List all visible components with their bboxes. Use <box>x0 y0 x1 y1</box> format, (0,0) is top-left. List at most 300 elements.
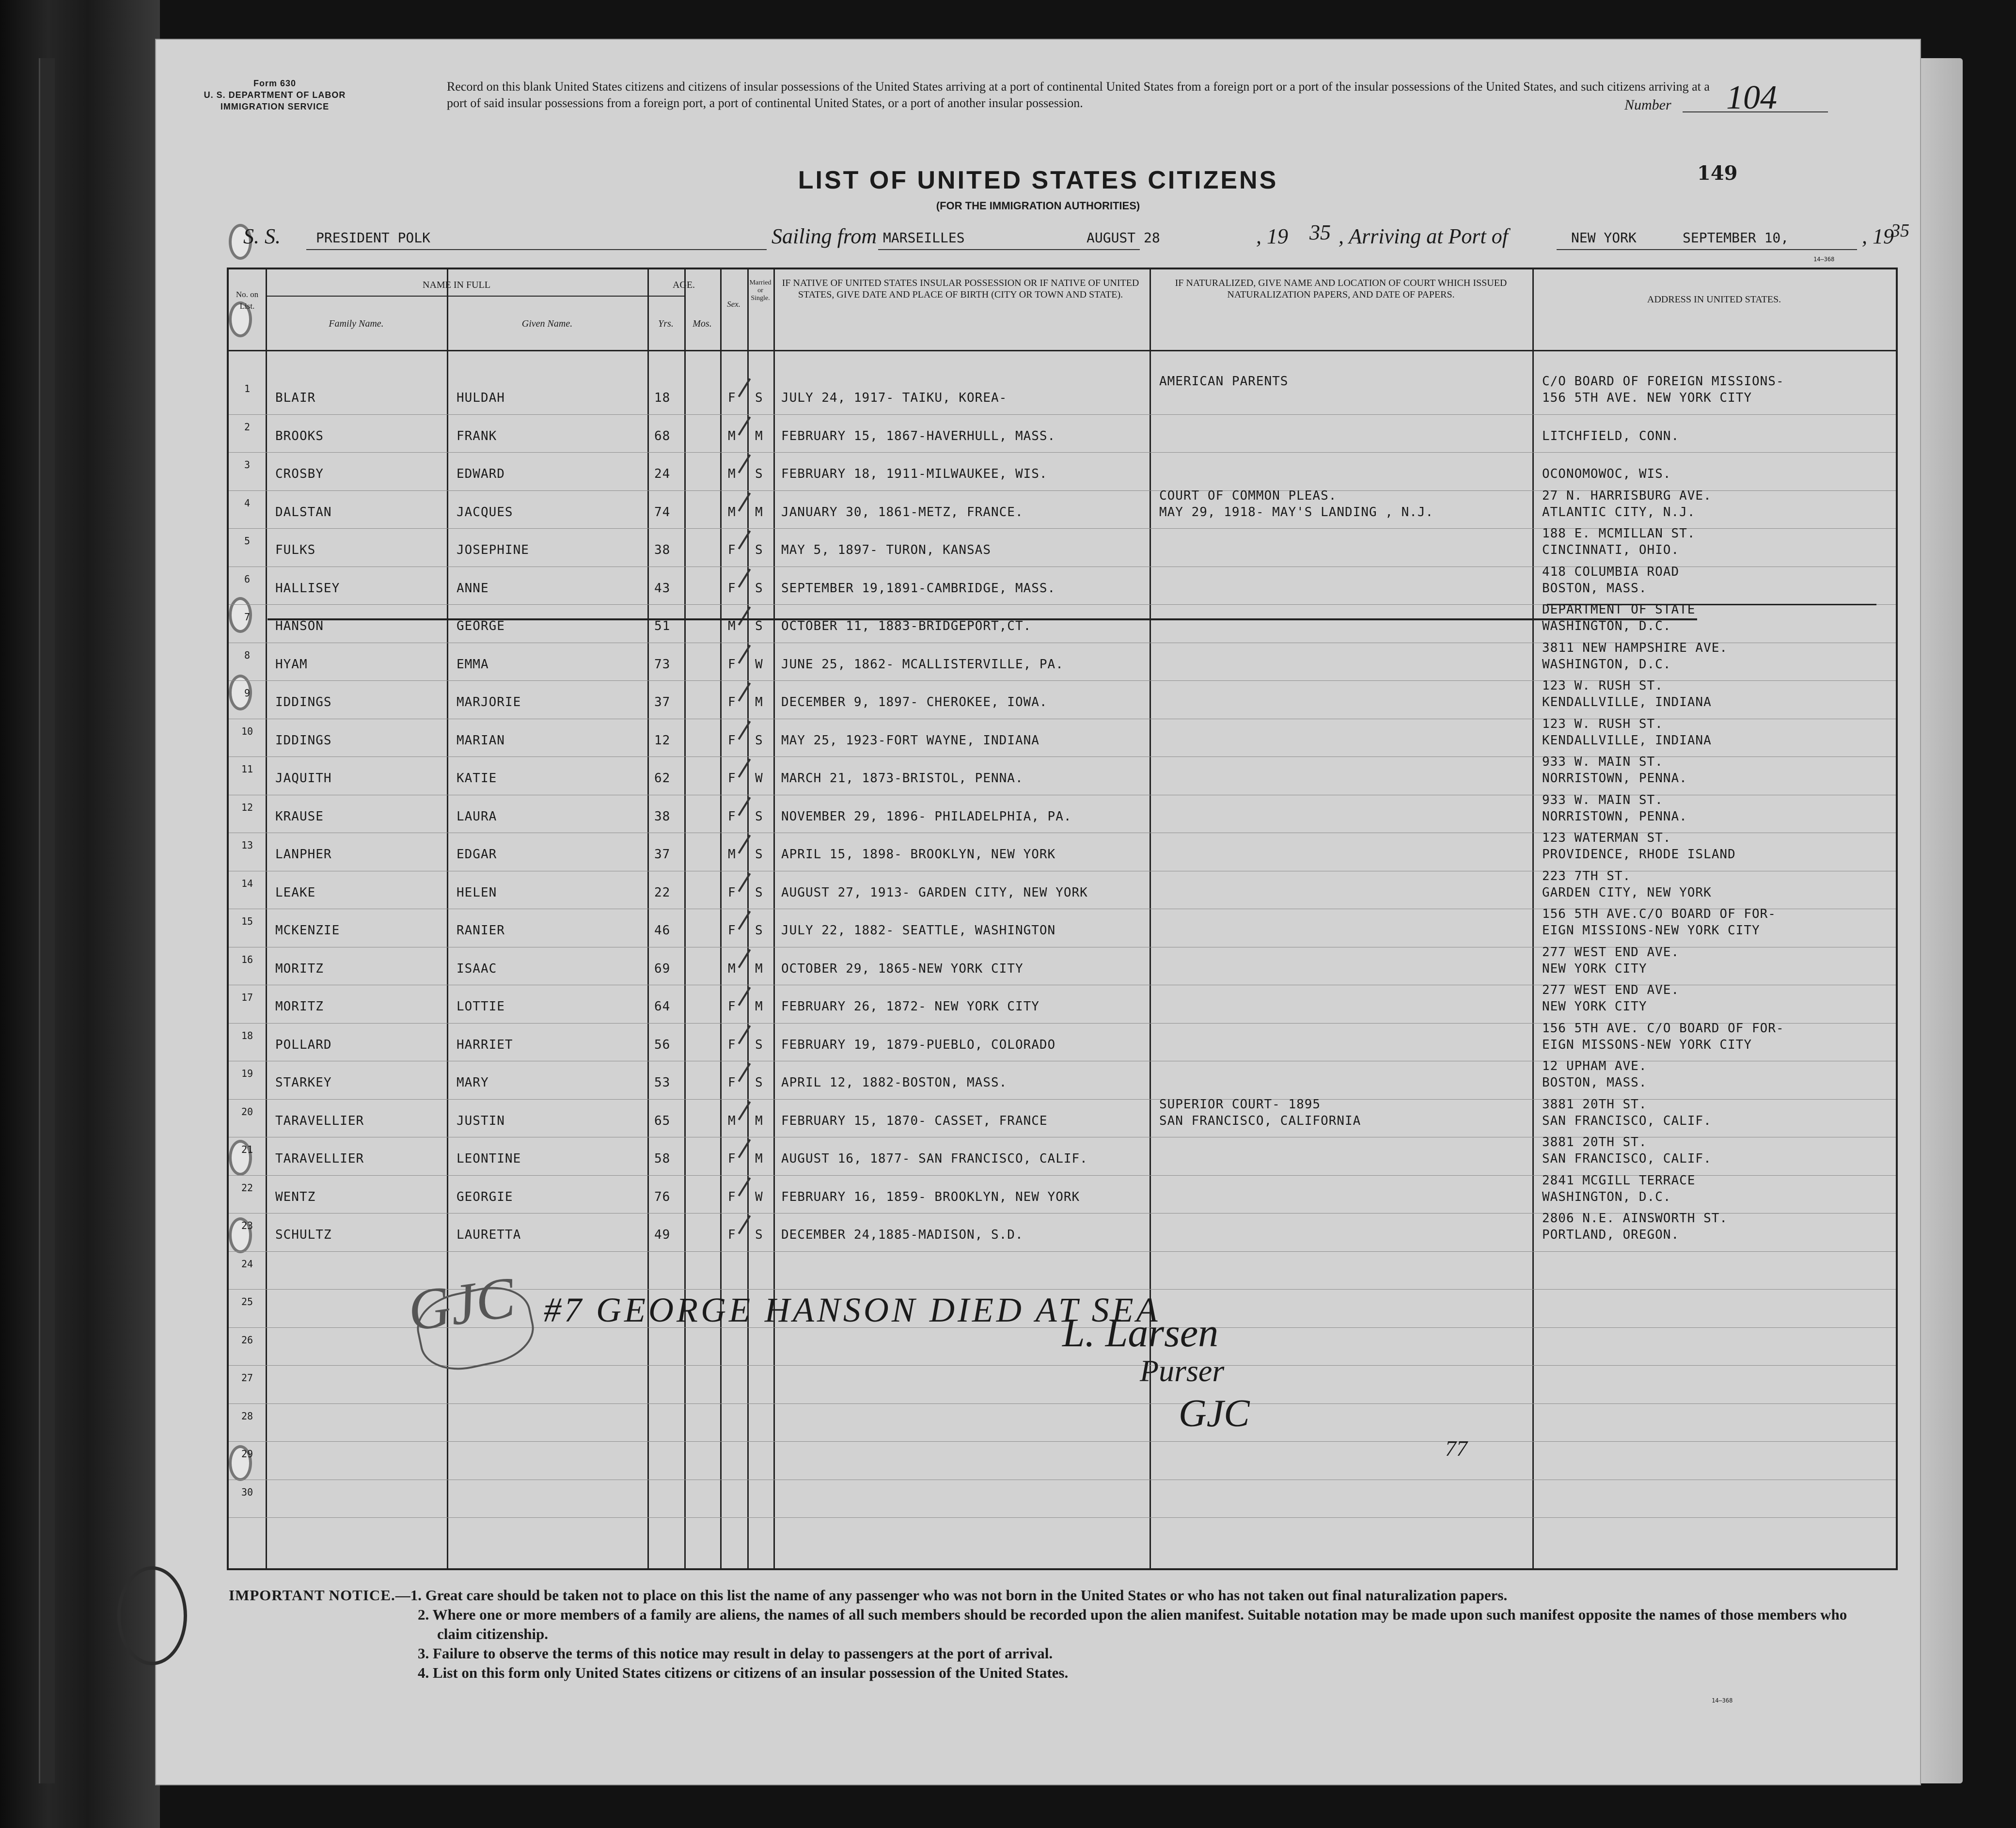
marital-status: S <box>755 1075 763 1090</box>
marital-status: S <box>755 885 763 900</box>
check-mark <box>738 873 751 892</box>
family-name: LANPHER <box>275 847 332 862</box>
binder-background <box>0 0 160 1828</box>
address-line-2: EIGN MISSONS-NEW YORK CITY <box>1542 1037 1752 1052</box>
birth-date-place: JUNE 25, 1862- MCALLISTERVILLE, PA. <box>781 657 1064 672</box>
age-years: 62 <box>654 771 671 786</box>
age-years: 24 <box>654 467 671 481</box>
address-line-2: CINCINNATI, OHIO. <box>1542 543 1680 557</box>
given-name: KATIE <box>457 771 497 786</box>
address-line-2: SAN FRANCISCO, CALIF. <box>1542 1151 1712 1166</box>
naturalization: COURT OF COMMON PLEAS. <box>1159 488 1337 503</box>
family-name: IDDINGS <box>275 695 332 709</box>
header-no-on-list: No. on List. <box>236 290 259 311</box>
family-name: HYAM <box>275 657 308 672</box>
given-name: JUSTIN <box>457 1113 505 1128</box>
family-name: BLAIR <box>275 391 316 405</box>
given-name: JACQUES <box>457 504 513 520</box>
sex: F <box>728 1037 736 1052</box>
address-line-1: 2841 MCGILL TERRACE <box>1542 1173 1696 1188</box>
given-name: EDGAR <box>457 847 497 862</box>
birth-date-place: MAY 25, 1923-FORT WAYNE, INDIANA <box>781 733 1040 748</box>
row-number: 3 <box>244 459 251 471</box>
birth-date-place: DECEMBER 9, 1897- CHEROKEE, IOWA. <box>781 695 1048 709</box>
sex: M <box>728 1113 736 1128</box>
address-line-1: 12 UPHAM AVE. <box>1542 1059 1647 1073</box>
marital-status: M <box>755 961 763 976</box>
address-line-2: KENDALLVILLE, INDIANA <box>1542 733 1712 748</box>
sex: F <box>728 1228 736 1242</box>
arrive-date: SEPTEMBER 10, <box>1683 230 1789 246</box>
given-name: RANIER <box>457 923 505 938</box>
sex: M <box>728 504 736 520</box>
arrive-year-prefix: , 19 <box>1862 224 1894 248</box>
address-line-1: DEPARTMENT OF STATE <box>1542 602 1696 617</box>
marital-status: W <box>755 657 763 672</box>
row-number: 26 <box>241 1334 253 1346</box>
address-line-1: 3881 20TH ST. <box>1542 1097 1647 1112</box>
row-number: 9 <box>244 687 251 699</box>
family-name: BROOKS <box>275 428 324 443</box>
address-line-2: NORRISTOWN, PENNA. <box>1542 809 1687 824</box>
sex: F <box>728 1189 736 1204</box>
given-name: HULDAH <box>457 391 505 405</box>
birth-date-place: JANUARY 30, 1861-METZ, FRANCE. <box>781 504 1024 520</box>
form-identifier <box>195 78 355 112</box>
family-name: KRAUSE <box>275 809 324 824</box>
row-rule <box>229 452 1896 453</box>
address-line-2: GARDEN CITY, NEW YORK <box>1542 885 1712 900</box>
address-line-1: 2806 N.E. AINSWORTH ST. <box>1542 1211 1728 1226</box>
row-number: 7 <box>244 611 251 623</box>
department-name: U. S. DEPARTMENT OF LABOR <box>204 90 346 100</box>
address-line-1: 123 WATERMAN ST. <box>1542 831 1671 845</box>
check-mark <box>738 645 751 663</box>
arriving-label: , Arriving at Port of <box>1339 224 1508 248</box>
row-number: 18 <box>241 1029 253 1041</box>
passenger-table <box>227 268 1898 1570</box>
address-line-1: C/O BOARD OF FOREIGN MISSIONS- <box>1542 374 1784 389</box>
marital-status: S <box>755 1228 763 1242</box>
marital-status: S <box>755 619 763 633</box>
address-line-2: KENDALLVILLE, INDIANA <box>1542 695 1712 709</box>
age-years: 49 <box>654 1228 671 1242</box>
age-years: 58 <box>654 1151 671 1166</box>
birth-date-place: NOVEMBER 29, 1896- PHILADELPHIA, PA. <box>781 809 1072 824</box>
col-divider <box>447 269 448 1568</box>
family-name: TARAVELLIER <box>275 1151 364 1166</box>
notice-item-2: 2. Where one or more members of a family are aliens, the names of all such members should be recorded upon the alien manifest. Suitable notation may be made upon such manifest opposite the names of those members who claim citizenship. <box>418 1606 1847 1642</box>
binder-ring <box>117 1566 187 1665</box>
check-mark <box>738 1101 751 1120</box>
address-line-2: PORTLAND, OREGON. <box>1542 1228 1680 1242</box>
check-mark <box>738 721 751 740</box>
address-line-2: NEW YORK CITY <box>1542 999 1647 1014</box>
address-line-2: WASHINGTON, D.C. <box>1542 657 1671 672</box>
family-name: JAQUITH <box>275 771 332 786</box>
address-line-2: WASHINGTON, D.C. <box>1542 619 1671 633</box>
row-rule <box>229 1517 1896 1518</box>
row-7-strikethrough <box>268 618 1697 620</box>
check-mark <box>738 454 751 473</box>
address-line-1: 27 N. HARRISBURG AVE. <box>1542 488 1712 503</box>
address-line-2: BOSTON, MASS. <box>1542 581 1647 596</box>
number-label: Number <box>1624 97 1671 113</box>
given-name: LEONTINE <box>457 1151 521 1166</box>
row-number: 20 <box>241 1105 253 1118</box>
sex: M <box>728 467 736 481</box>
official-initials: GJC <box>1179 1392 1250 1435</box>
row-number: 15 <box>241 915 253 927</box>
row-number: 10 <box>241 725 253 737</box>
given-name: LAURETTA <box>457 1228 521 1242</box>
address-line-2: SAN FRANCISCO, CALIF. <box>1542 1113 1712 1128</box>
marital-status: S <box>755 1037 763 1052</box>
header-given-name: Given Name. <box>521 318 573 329</box>
address-line-1: 223 7TH ST. <box>1542 868 1631 883</box>
birth-date-place: JULY 24, 1917- TAIKU, KOREA- <box>781 391 1008 405</box>
stamped-number: 149 <box>1697 162 1738 185</box>
naturalization: AMERICAN PARENTS <box>1159 374 1289 389</box>
address-line-2: NEW YORK CITY <box>1542 961 1647 976</box>
birth-date-place: MAY 5, 1897- TURON, KANSAS <box>781 543 991 557</box>
check-mark <box>738 1139 751 1158</box>
sex: F <box>728 999 736 1014</box>
ss-label: S. S. <box>243 224 281 248</box>
age-years: 22 <box>654 885 671 900</box>
sex: M <box>728 847 736 862</box>
arrive-underline <box>1557 249 1857 250</box>
col-divider <box>684 269 686 1568</box>
row-number: 11 <box>241 763 253 775</box>
check-mark <box>738 492 751 511</box>
address-line-2: OCONOMOWOC, WIS. <box>1542 467 1671 481</box>
row-number: 17 <box>241 992 253 1003</box>
sex: F <box>728 543 736 557</box>
check-mark <box>738 568 751 587</box>
age-years: 69 <box>654 961 671 976</box>
address-line-1: 3811 NEW HAMPSHIRE AVE. <box>1542 640 1728 655</box>
header-mos: Mos. <box>693 318 712 329</box>
given-name: EDWARD <box>457 467 505 481</box>
check-mark <box>738 1215 751 1234</box>
address-line-1: 123 W. RUSH ST. <box>1542 716 1663 731</box>
check-mark <box>738 949 751 968</box>
given-name: MARY <box>457 1075 489 1090</box>
notice-item-3: 3. Failure to observe the terms of this notice may result in delay to passengers at the port of arrival. <box>418 1645 1053 1662</box>
sail-date: AUGUST 28 <box>1087 230 1160 246</box>
form-preamble: Record on this blank United States citizens and citizens of insular possessions of the United States arriving at a port of continental United States from a foreign port or a port of the insular possessions of the United States, and such citizens arriving at a port of said insular possessions from a foreign port, a port of continental United States, or a port of another insular possession. <box>447 79 1710 110</box>
check-mark <box>738 606 751 625</box>
family-name: MORITZ <box>275 961 324 976</box>
age-years: 43 <box>654 581 671 596</box>
marital-status: S <box>755 581 763 596</box>
sail-year-prefix: , 19 <box>1256 224 1288 248</box>
arrive-port: NEW YORK <box>1571 230 1637 246</box>
form-number: Form 630 <box>253 79 297 88</box>
row-number: 2 <box>244 421 251 433</box>
document-page <box>155 39 1921 1785</box>
family-name: IDDINGS <box>275 733 332 748</box>
given-name: LOTTIE <box>457 999 505 1014</box>
address-line-2: PROVIDENCE, RHODE ISLAND <box>1542 847 1736 862</box>
birth-date-place: AUGUST 27, 1913- GARDEN CITY, NEW YORK <box>781 885 1088 900</box>
row-number: 8 <box>244 649 251 661</box>
birth-date-place: FEBRUARY 19, 1879-PUEBLO, COLORADO <box>781 1037 1056 1052</box>
check-mark <box>738 1177 751 1196</box>
row-number: 13 <box>241 839 253 851</box>
birth-date-place: FEBRUARY 18, 1911-MILWAUKEE, WIS. <box>781 467 1048 481</box>
mark-77: 77 <box>1445 1436 1467 1461</box>
given-name: FRANK <box>457 428 497 443</box>
age-years: 12 <box>654 733 671 748</box>
sex: F <box>728 885 736 900</box>
stamp-scribble: GJC <box>404 1264 519 1343</box>
col-divider <box>647 269 649 1568</box>
sailing-label: Sailing from <box>772 224 877 248</box>
address-line-1: 156 5TH AVE. C/O BOARD OF FOR- <box>1542 1021 1784 1036</box>
address-line-1: 123 W. RUSH ST. <box>1542 678 1663 693</box>
purser-signature: L. Larsen <box>1062 1310 1219 1355</box>
address-line-1: 418 COLUMBIA ROAD <box>1542 564 1680 579</box>
given-name: LAURA <box>457 809 497 824</box>
service-name: IMMIGRATION SERVICE <box>220 102 330 111</box>
row-number: 5 <box>244 535 251 547</box>
birth-date-place: APRIL 15, 1898- BROOKLYN, NEW YORK <box>781 847 1056 862</box>
header-birth: IF NATIVE OF UNITED STATES INSULAR POSSESSION OR IF NATIVE OF UNITED STATES, GIVE DATE AND PLACE OF BIRTH (CITY OR TOWN AND STATE). <box>782 278 1139 300</box>
birth-date-place: JULY 22, 1882- SEATTLE, WASHINGTON <box>781 923 1056 938</box>
address-line-1: 156 5TH AVE.C/O BOARD OF FOR- <box>1542 907 1776 921</box>
died-at-sea-note: #7 GEORGE HANSON DIED AT SEA <box>544 1291 1161 1329</box>
given-name: HARRIET <box>457 1037 513 1052</box>
sex: F <box>728 581 736 596</box>
birth-date-place: FEBRUARY 26, 1872- NEW YORK CITY <box>781 999 1040 1014</box>
page-title: LIST OF UNITED STATES CITIZENS <box>798 166 1278 194</box>
form-code-top: 14—368 <box>1813 256 1835 263</box>
from-underline <box>878 249 1140 250</box>
given-name: MARJORIE <box>457 695 521 709</box>
row-rule <box>229 1251 1896 1252</box>
marital-status: M <box>755 428 763 443</box>
birth-date-place: FEBRUARY 15, 1870- CASSET, FRANCE <box>781 1113 1048 1128</box>
age-years: 65 <box>654 1113 671 1128</box>
family-name: MCKENZIE <box>275 923 340 938</box>
age-years: 56 <box>654 1037 671 1052</box>
number-value: 104 <box>1726 79 1777 116</box>
row-rule <box>229 1403 1896 1404</box>
col-divider <box>773 269 775 1568</box>
address-line-1: 277 WEST END AVE. <box>1542 945 1680 960</box>
form-code-bottom: 14—368 <box>1712 1697 1733 1704</box>
marital-status: S <box>755 543 763 557</box>
col-divider <box>266 269 267 1568</box>
naturalization: SUPERIOR COURT- 1895 <box>1159 1097 1321 1112</box>
row-number: 30 <box>241 1486 253 1498</box>
notice-heading: IMPORTANT NOTICE. <box>229 1587 395 1604</box>
header-yrs: Yrs. <box>658 318 674 329</box>
check-mark <box>738 682 751 701</box>
family-name: SCHULTZ <box>275 1228 332 1242</box>
purser-title: Purser <box>1140 1354 1225 1388</box>
address-line-1: 933 W. MAIN ST. <box>1542 792 1663 807</box>
sex: F <box>728 657 736 672</box>
row-number: 28 <box>241 1410 253 1422</box>
row-number: 21 <box>241 1144 253 1155</box>
marital-status: W <box>755 771 763 786</box>
row-number: 29 <box>241 1448 253 1460</box>
check-mark <box>738 530 751 549</box>
row-rule <box>229 414 1896 415</box>
row-number: 22 <box>241 1182 253 1194</box>
family-name: STARKEY <box>275 1075 332 1090</box>
age-years: 38 <box>654 809 671 824</box>
birth-date-place: SEPTEMBER 19,1891-CAMBRIDGE, MASS. <box>781 581 1056 596</box>
address-line-1: 277 WEST END AVE. <box>1542 983 1680 997</box>
birth-date-place: FEBRUARY 16, 1859- BROOKLYN, NEW YORK <box>781 1189 1080 1204</box>
notice-item-4: 4. List on this form only United States citizens or citizens of an insular possession of the United States. <box>418 1664 1069 1681</box>
age-years: 74 <box>654 504 671 520</box>
family-name: TARAVELLIER <box>275 1113 364 1128</box>
sex: M <box>728 428 736 443</box>
marital-status: S <box>755 391 763 405</box>
col-divider <box>720 269 722 1568</box>
age-years: 18 <box>654 391 671 405</box>
age-years: 73 <box>654 657 671 672</box>
sex: M <box>728 961 736 976</box>
header-age: AGE. <box>672 280 695 290</box>
header-name-in-full: NAME IN FULL <box>423 280 490 290</box>
birth-date-place: AUGUST 16, 1877- SAN FRANCISCO, CALIF. <box>781 1151 1088 1166</box>
family-name: HANSON <box>275 619 324 633</box>
address-line-2: 156 5TH AVE. NEW YORK CITY <box>1542 391 1752 405</box>
check-mark <box>738 797 751 816</box>
col-divider <box>1532 269 1534 1568</box>
marital-status: S <box>755 467 763 481</box>
family-name: POLLARD <box>275 1037 332 1052</box>
marital-status: M <box>755 1151 763 1166</box>
check-mark <box>738 911 751 930</box>
family-name: LEAKE <box>275 885 316 900</box>
sail-year: 35 <box>1309 221 1331 244</box>
given-name: EMMA <box>457 657 489 672</box>
header-married-single: Married or Single. <box>749 279 772 302</box>
header-divider <box>229 350 1896 351</box>
sex: F <box>728 1151 736 1166</box>
marital-status: S <box>755 809 763 824</box>
address-line-1: 3881 20TH ST. <box>1542 1135 1647 1150</box>
birth-date-place: DECEMBER 24,1885-MADISON, S.D. <box>781 1228 1024 1242</box>
given-name: ANNE <box>457 581 489 596</box>
family-name: DALSTAN <box>275 504 332 520</box>
row-number: 23 <box>241 1220 253 1231</box>
birth-date-place: OCTOBER 11, 1883-BRIDGEPORT,CT. <box>781 619 1032 633</box>
given-name: JOSEPHINE <box>457 543 529 557</box>
arrive-year: 35 <box>1891 221 1909 241</box>
address-line-2: BOSTON, MASS. <box>1542 1075 1647 1090</box>
check-mark <box>738 758 751 777</box>
ship-underline <box>306 249 767 250</box>
check-mark <box>738 416 751 435</box>
address-line-2: WASHINGTON, D.C. <box>1542 1189 1671 1204</box>
sex: F <box>728 809 736 824</box>
given-name: GEORGE <box>457 619 505 633</box>
naturalization-line-2: SAN FRANCISCO, CALIFORNIA <box>1159 1113 1361 1128</box>
family-name: HALLISEY <box>275 581 340 596</box>
row-number: 4 <box>244 497 251 509</box>
marital-status: M <box>755 695 763 709</box>
notice-item-1: —1. Great care should be taken not to place on this list the name of any passenger who was not born in the United States or who has not taken out final naturalization papers. <box>395 1587 1508 1604</box>
sex: F <box>728 391 736 405</box>
family-name: FULKS <box>275 543 316 557</box>
marital-status: S <box>755 847 763 862</box>
age-years: 51 <box>654 619 671 633</box>
address-line-1: 933 W. MAIN ST. <box>1542 755 1663 769</box>
row-number: 6 <box>244 573 251 585</box>
marital-status: S <box>755 733 763 748</box>
age-years: 64 <box>654 999 671 1014</box>
header-family-name: Family Name. <box>329 318 384 329</box>
marital-status: S <box>755 923 763 938</box>
row-number: 16 <box>241 953 253 965</box>
birth-date-place: OCTOBER 29, 1865-NEW YORK CITY <box>781 961 1024 976</box>
check-mark <box>738 1063 751 1082</box>
check-mark <box>738 835 751 853</box>
subheader-divider <box>266 296 684 297</box>
row-number: 25 <box>241 1296 253 1308</box>
address-line-2: LITCHFIELD, CONN. <box>1542 428 1680 443</box>
birth-date-place: FEBRUARY 15, 1867-HAVERHULL, MASS. <box>781 428 1056 443</box>
row-number: 24 <box>241 1258 253 1270</box>
sex: F <box>728 923 736 938</box>
address-line-2: ATLANTIC CITY, N.J. <box>1542 504 1696 520</box>
row-number: 27 <box>241 1372 253 1384</box>
birth-date-place: APRIL 12, 1882-BOSTON, MASS. <box>781 1075 1008 1090</box>
given-name: ISAAC <box>457 961 497 976</box>
age-years: 37 <box>654 847 671 862</box>
marital-status: W <box>755 1189 763 1204</box>
sex: F <box>728 695 736 709</box>
header-address: ADDRESS IN UNITED STATES. <box>1647 294 1781 305</box>
naturalization-line-2: MAY 29, 1918- MAY'S LANDING , N.J. <box>1159 504 1434 520</box>
marital-status: M <box>755 504 763 520</box>
row-number: 1 <box>244 383 251 394</box>
row-rule <box>229 1441 1896 1442</box>
age-years: 38 <box>654 543 671 557</box>
age-years: 68 <box>654 428 671 443</box>
from-port: MARSEILLES <box>883 230 965 246</box>
age-years: 53 <box>654 1075 671 1090</box>
header-naturalized: IF NATURALIZED, GIVE NAME AND LOCATION OF COURT WHICH ISSUED NATURALIZATION PAPERS, AND DATE OF PAPERS. <box>1175 278 1507 300</box>
header-sex: Sex. <box>727 299 740 309</box>
row-number: 12 <box>241 801 253 813</box>
row-7-address-strikethrough <box>1547 604 1876 605</box>
row-number: 14 <box>241 877 253 889</box>
ship-name: PRESIDENT POLK <box>316 230 431 246</box>
sex: F <box>728 771 736 786</box>
sex: F <box>728 733 736 748</box>
family-name: WENTZ <box>275 1189 316 1204</box>
address-line-2: EIGN MISSIONS-NEW YORK CITY <box>1542 923 1760 938</box>
page-subtitle: (FOR THE IMMIGRATION AUTHORITIES) <box>936 200 1140 212</box>
age-years: 46 <box>654 923 671 938</box>
sex: M <box>728 619 736 633</box>
important-notice <box>229 1586 1876 1683</box>
marital-status: M <box>755 1113 763 1128</box>
address-line-2: NORRISTOWN, PENNA. <box>1542 771 1687 786</box>
birth-date-place: MARCH 21, 1873-BRISTOL, PENNA. <box>781 771 1024 786</box>
family-name: MORITZ <box>275 999 324 1014</box>
given-name: HELEN <box>457 885 497 900</box>
